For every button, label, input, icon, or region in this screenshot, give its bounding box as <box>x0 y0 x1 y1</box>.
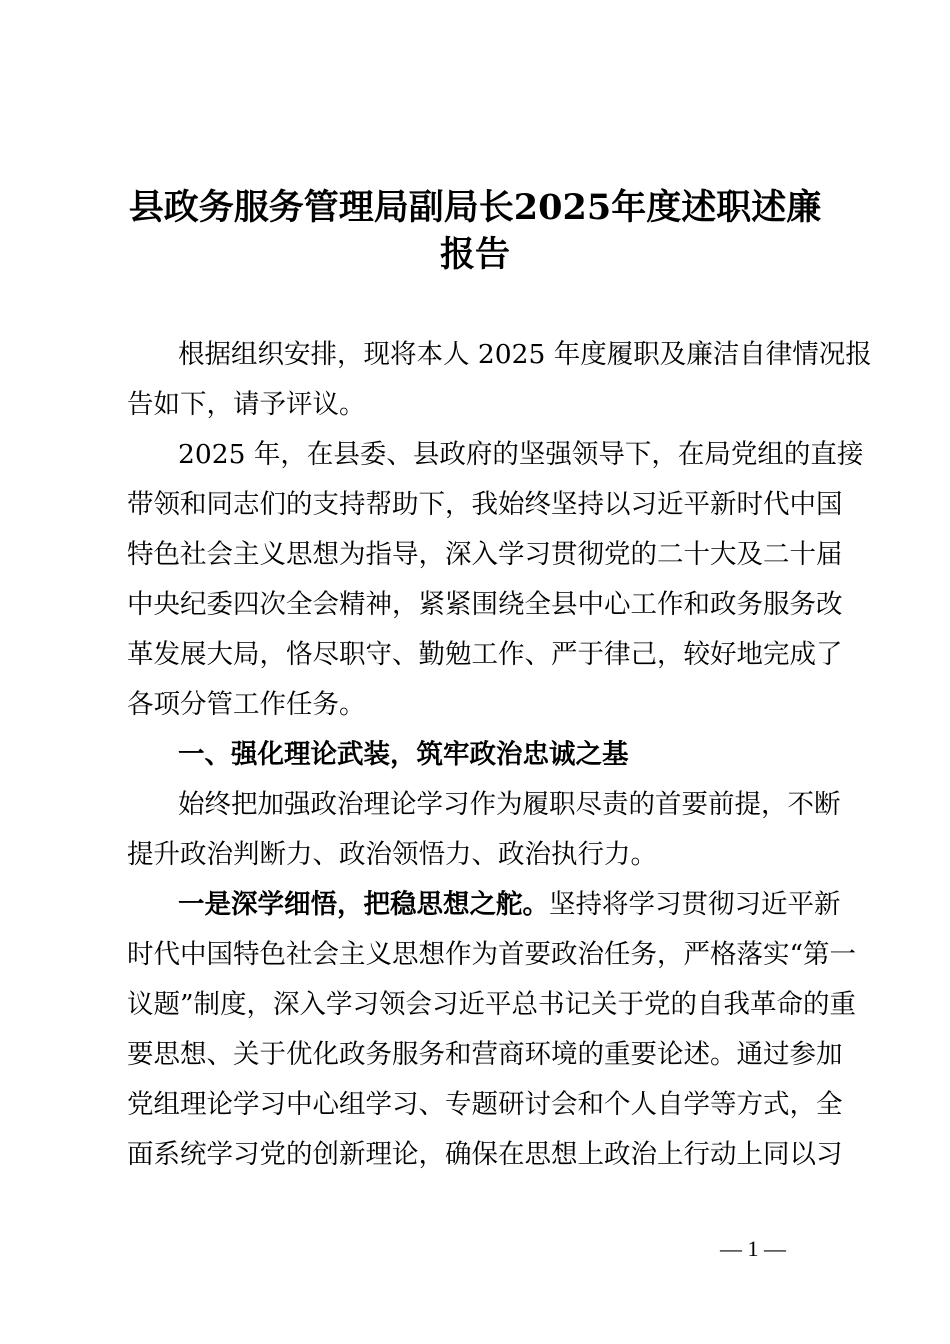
line-text: 告如下，请予评议。 <box>127 389 366 420</box>
document-title-line-1: 县政务服务管理局副局长2025年度述职述廉 <box>128 187 822 228</box>
body-text-line <box>127 680 830 730</box>
document-title-line-2: 报告 <box>439 234 510 275</box>
line-text: 党组理论学习中心组学习、专题研讨会和个人自学等方式，全 <box>127 1089 843 1120</box>
line-text: 提升政治判断力、政治领悟力、政治执行力。 <box>127 839 657 870</box>
section-heading <box>178 730 830 780</box>
body-text-line <box>127 380 830 430</box>
line-text: 一、强化理论武装，筑牢政治忠诚之基 <box>178 739 629 770</box>
line-text: 2025 年，在县委、县政府的坚强领导下，在局党组的直接 <box>178 439 864 470</box>
body-text-line <box>127 980 857 1030</box>
line-text: 要思想、关于优化政务服务和营商环境的重要论述。通过参加 <box>127 1039 843 1070</box>
line-text: 时代中国特色社会主义思想作为首要政治任务，严格落实“第一 <box>127 939 857 970</box>
line-text: 各项分管工作任务。 <box>127 689 366 720</box>
line-text: 带领和同志们的支持帮助下，我始终坚持以习近平新时代中国 <box>127 489 843 520</box>
body-text-line <box>127 930 857 980</box>
line-text: 特色社会主义思想为指导，深入学习贯彻党的二十大及二十届 <box>127 539 843 570</box>
body-text-line <box>178 430 864 480</box>
page-number: — 1 — <box>720 1236 786 1261</box>
line-text: 始终把加强政治理论学习作为履职尽责的首要前提，不断 <box>178 789 841 820</box>
body-text-line <box>178 330 872 380</box>
line-text: 中央纪委四次全会精神，紧紧围绕全县中心工作和政务服务改 <box>127 589 843 620</box>
line-text: 坚持将学习贯彻习近平新 <box>549 889 841 920</box>
line-text: 面系统学习党的创新理论，确保在思想上政治上行动上同以习 <box>127 1139 843 1170</box>
line-text: 革发展大局，恪尽职守、勤勉工作、严于律己，较好地完成了 <box>127 639 843 670</box>
body-text-line <box>127 1130 843 1180</box>
body-text-line <box>178 780 841 830</box>
body-text-line <box>127 480 843 530</box>
body-text-line <box>127 580 843 630</box>
body-text-line <box>127 830 830 880</box>
body-text-line <box>178 880 841 930</box>
line-text: 议题”制度，深入学习领会习近平总书记关于党的自我革命的重 <box>127 989 857 1020</box>
body-text-line <box>127 1080 843 1130</box>
body-text-line <box>127 630 843 680</box>
line-text: 根据组织安排，现将本人 2025 年度履职及廉洁自律情况报 <box>178 339 872 370</box>
body-text-line <box>127 530 843 580</box>
body-text-line <box>127 1030 843 1080</box>
bold-lead-in: 一是深学细悟，把稳思想之舵。 <box>178 889 549 920</box>
